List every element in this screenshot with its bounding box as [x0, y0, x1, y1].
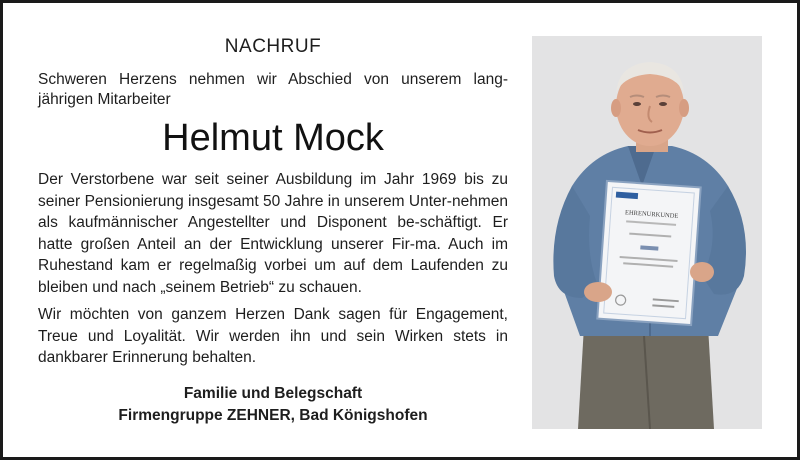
- certificate: [597, 181, 700, 325]
- signature-line-company: Firmengruppe ZEHNER, Bad Königshofen: [118, 406, 428, 424]
- signature: [38, 383, 508, 427]
- right-hand: [690, 262, 714, 282]
- portrait-photo: [532, 36, 762, 429]
- notice-heading: NACHRUF: [224, 36, 322, 57]
- intro-text: Schweren Herzens nehmen wir Abschied von unserem lang-jährigen Mitarbeiter: [38, 71, 508, 108]
- obituary-text-column: [38, 36, 508, 427]
- left-hand: [584, 282, 612, 302]
- career-paragraph: Der Verstorbene war seit seiner Ausbildung im Jahr 1969 bis zu seiner Pensionierung insgesamt 50 Jahre in unserem Unter-nehmen als kaufmännischer Angestellter und Disponent be-schäftigt. Er hatte großen Anteil an der Entwicklung unserer Fir-ma. Auch im Ruhestand kam er regelmaßig vorbei um auf dem Laufenden zu bleiben und nach „seinem Betrieb“ zu schauen.: [38, 171, 508, 296]
- deceased-name: Helmut Mock: [162, 117, 384, 159]
- signature-line-family: Familie und Belegschaft: [183, 384, 363, 402]
- certificate-title: EHRENURKUNDE: [624, 209, 679, 220]
- thanks-paragraph: Wir möchten von ganzem Herzen Dank sagen für Engagement, Treue und Loyalität. Wir werden ihn und sein Wirken stets in dankbarer Erinnerung behalten.: [38, 306, 508, 366]
- portrait-illustration: [532, 36, 762, 429]
